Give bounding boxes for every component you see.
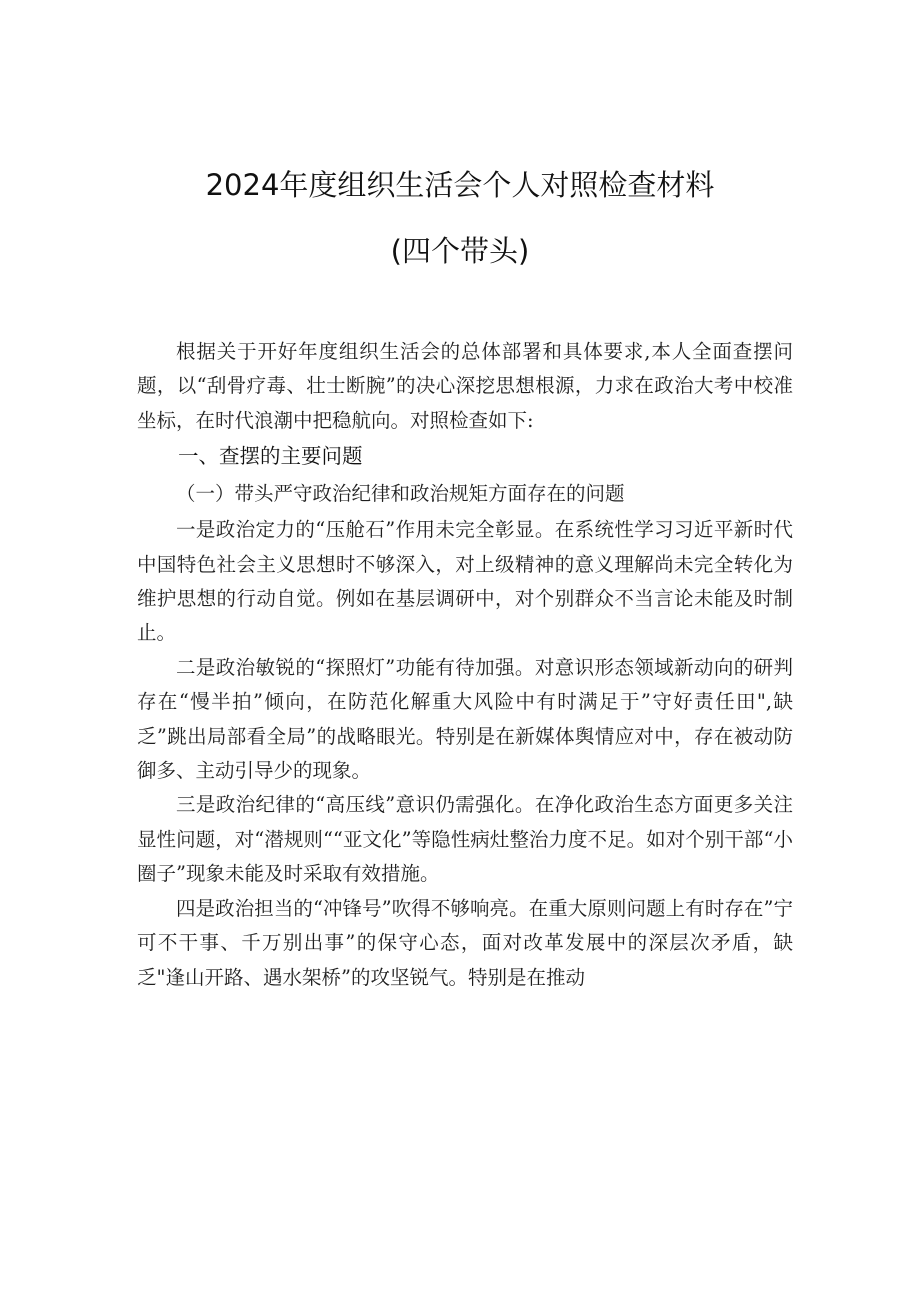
body-paragraph-3: 三是政治纪律的“高压线”意识仍需强化。在净化政治生态方面更多关注显性问题，对“潜规则““亚文化”等隐性病灶整治力度不足。如对个别干部“小圈子”现象未能及时采取有效措施。: [137, 793, 793, 886]
body-paragraph-4: 四是政治担当的“冲锋号”吹得不够响亮。在重大原则问题上有时存在”宁可不干事、千万别出事”的保守心态，面对改革发展中的深层次矛盾，缺乏"逢山开路、遇水架桥”的攻坚锐气。特别是在推动: [137, 896, 793, 989]
section-heading: 一、查摆的主要问题: [178, 444, 363, 469]
body-paragraph-2: 二是政治敏锐的“探照灯”功能有待加强。对意识形态领域新动向的研判存在“慢半拍”倾向，在防范化解重大风险中有时满足于”守好责任田",缺乏”跳出局部看全局”的战略眼光。特别是在新媒体舆情应对中，存在被动防御多、主动引导少的现象。: [137, 655, 793, 783]
document-body: [137, 335, 793, 995]
body-paragraph-1: 一是政治定力的“压舱石”作用未完全彰显。在系统性学习习近平新时代中国特色社会主义思想时不够深入，对上级精神的意义理解尚未完全转化为维护思想的行动自觉。例如在基层调研中，对个别群众不当言论未能及时制止。: [137, 518, 793, 645]
subsection-heading: （一）带头严守政治纪律和政治规矩方面存在的问题: [176, 482, 625, 506]
intro-paragraph: 根据关于开好年度组织生活会的总体部署和具体要求,本人全面查摆问题，以“刮骨疗毒、壮士断腕”的决心深挖思想根源，力求在政治大考中校准坐标，在时代浪潮中把稳航向。对照检查如下:: [137, 340, 793, 432]
document-subtitle: (四个带头): [390, 234, 530, 268]
document-title: 2024年度组织生活会个人对照检查材料: [205, 168, 715, 202]
